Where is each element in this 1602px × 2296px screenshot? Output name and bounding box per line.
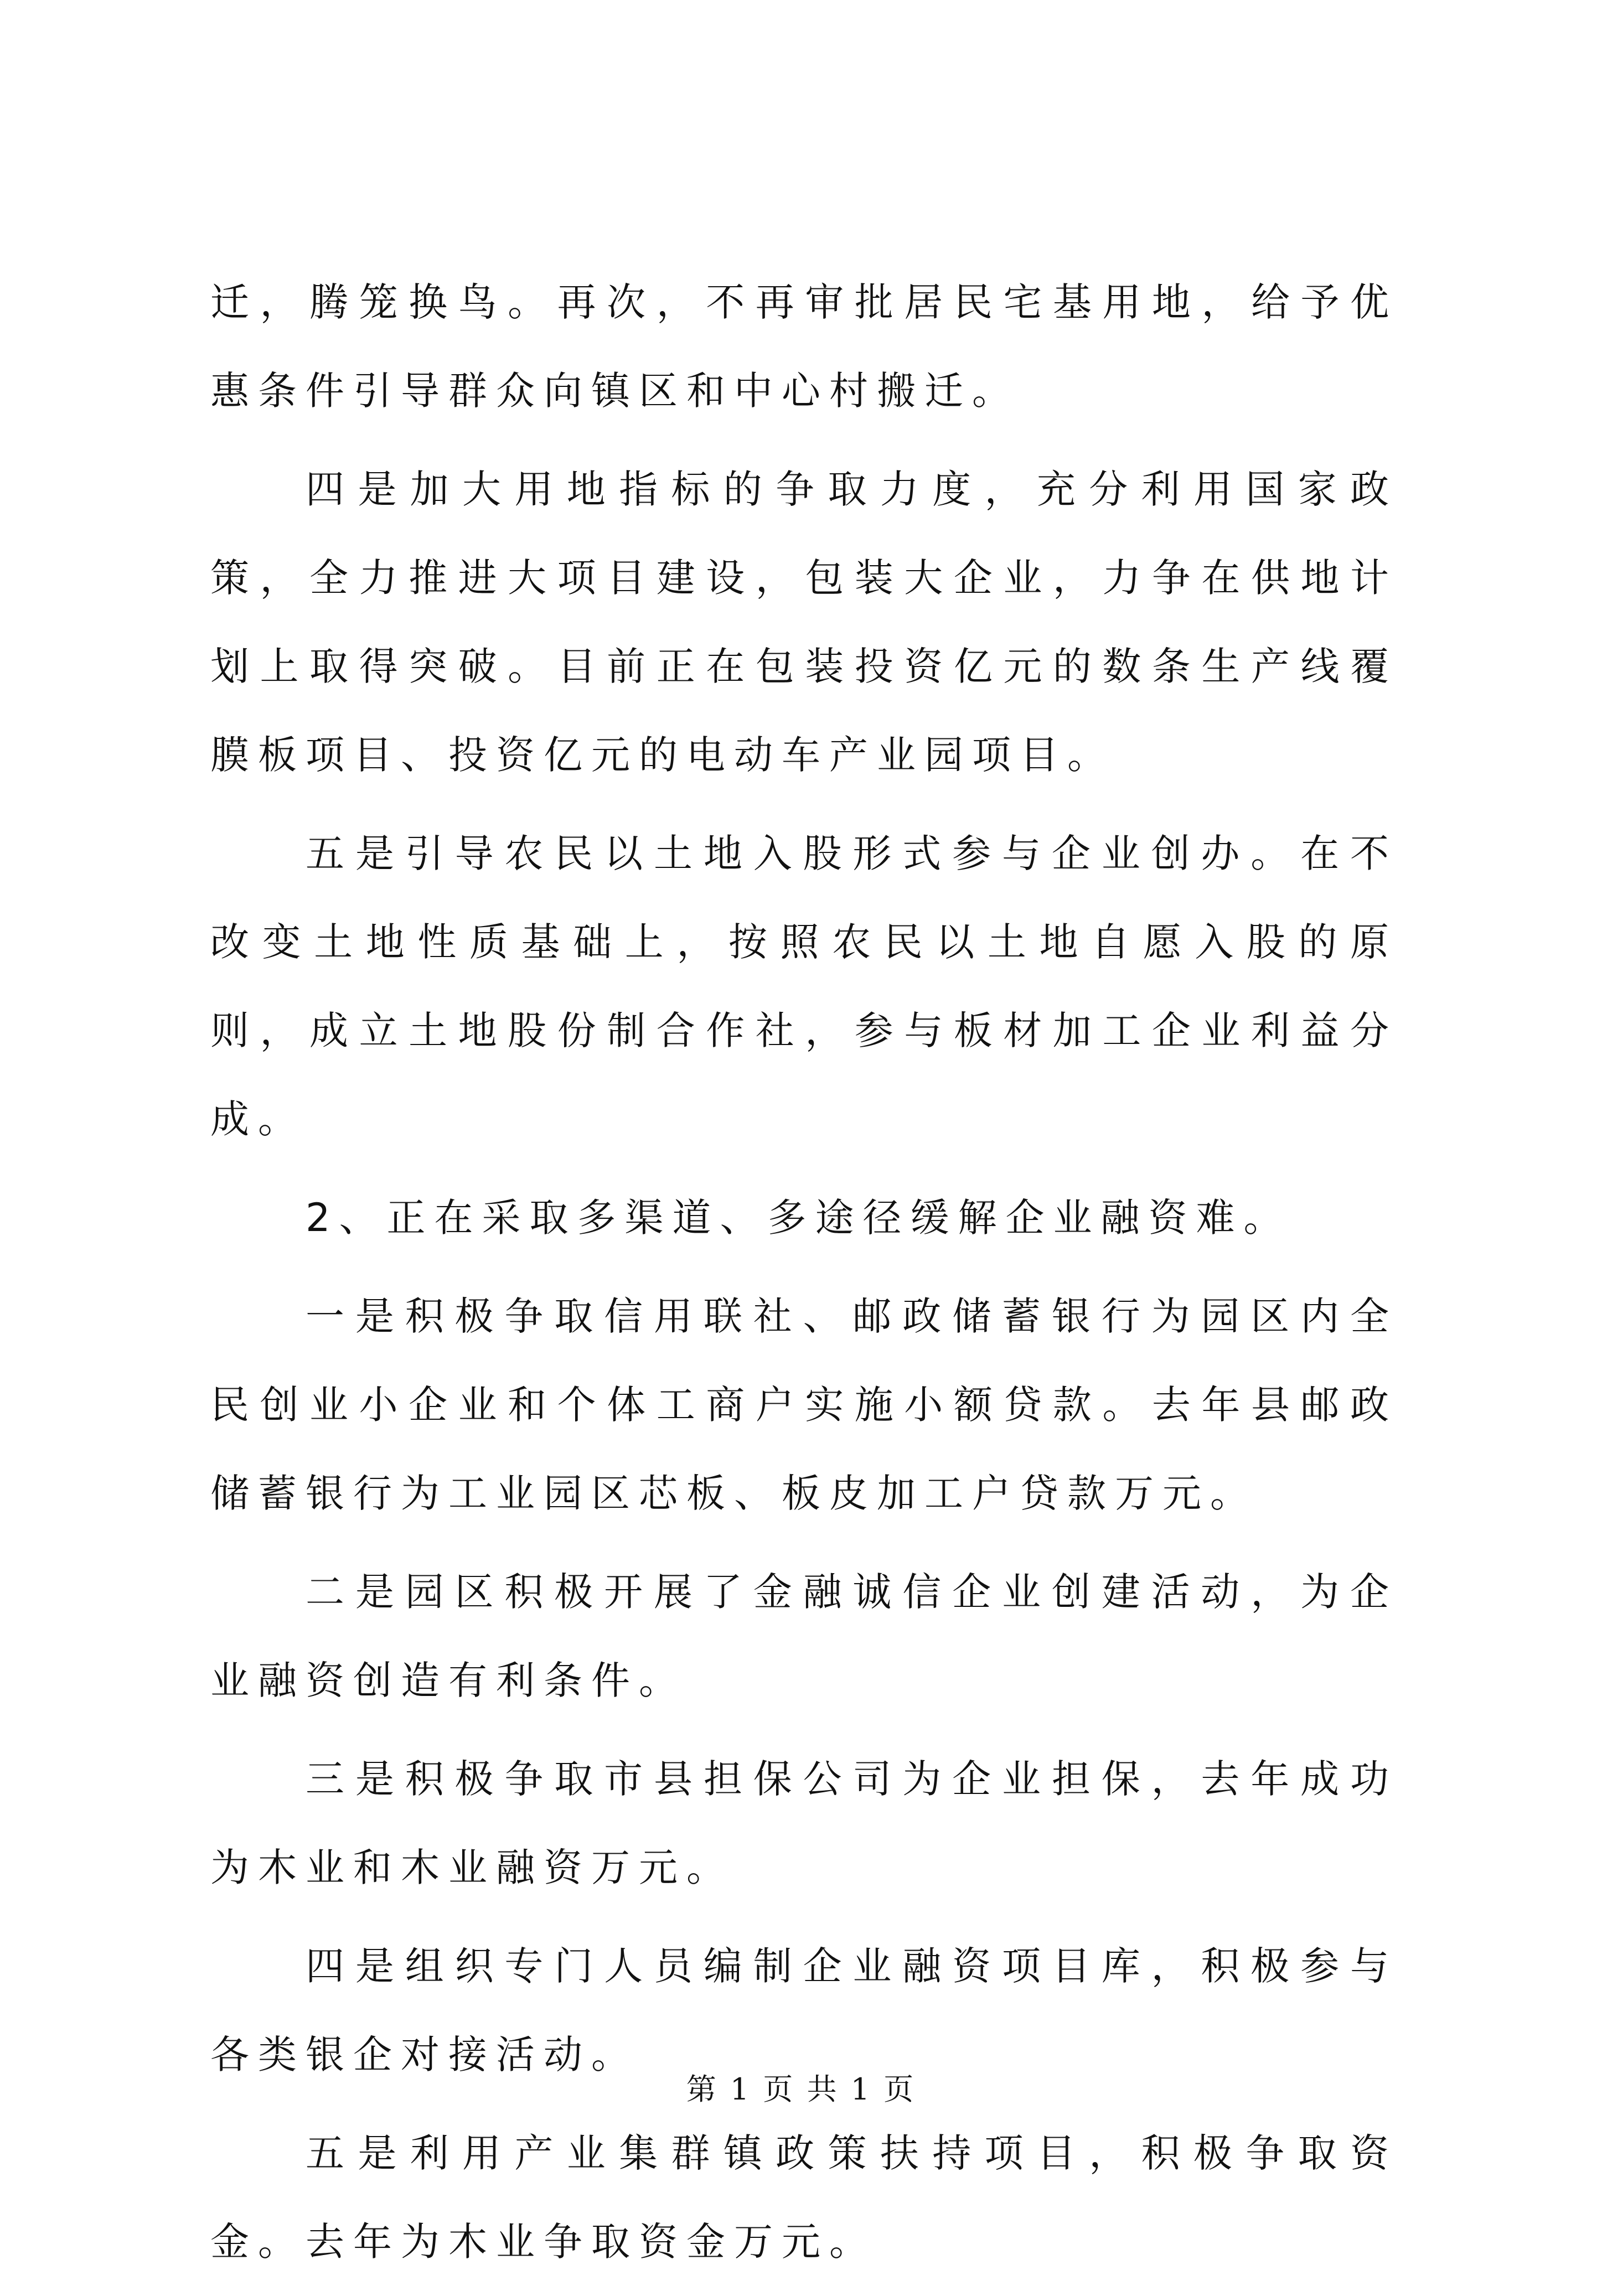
paragraph-5: 一是积极争取信用联社、邮政储蓄银行为园区内全民创业小企业和个体工商户实施小额贷款。去年县邮政储蓄银行为工业园区芯板、板皮加工户贷款万元。 — [210, 1294, 1398, 1516]
paragraph-2: 四是加大用地指标的争取力度，充分利用国家政策，全力推进大项目建设，包装大企业，力争在供地计划上取得突破。目前正在包装投资亿元的数条生产线覆膜板项目、投资亿元的电动车产业园项目。 — [210, 467, 1398, 778]
paragraph-3: 五是引导农民以土地入股形式参与企业创办。在不改变土地性质基础上，按照农民以土地自愿入股的原则，成立土地股份制合作社，参与板材加工企业利益分成。 — [210, 831, 1398, 1142]
paragraph-8: 四是组织专门人员编制企业融资项目库，积极参与各类银企对接活动。 — [210, 1943, 1398, 2077]
paragraph-7: 三是积极争取市县担保公司为企业担保，去年成功为木业和木业融资万元。 — [210, 1756, 1398, 1890]
document-body — [210, 258, 1398, 2296]
page-footer: 第 1 页 共 1 页 — [686, 2072, 916, 2107]
paragraph-6: 二是园区积极开展了金融诚信企业创建活动，为企业融资创造有利条件。 — [210, 1569, 1398, 1703]
paragraph-9: 五是利用产业集群镇政策扶持项目，积极争取资金。去年为木业争取资金万元。 — [210, 2130, 1398, 2264]
paragraph-4: 2、正在采取多渠道、多途径缓解企业融资难。 — [306, 1195, 1291, 1240]
paragraph-1: 迁，腾笼换鸟。再次，不再审批居民宅基用地，给予优惠条件引导群众向镇区和中心村搬迁。 — [210, 280, 1398, 413]
